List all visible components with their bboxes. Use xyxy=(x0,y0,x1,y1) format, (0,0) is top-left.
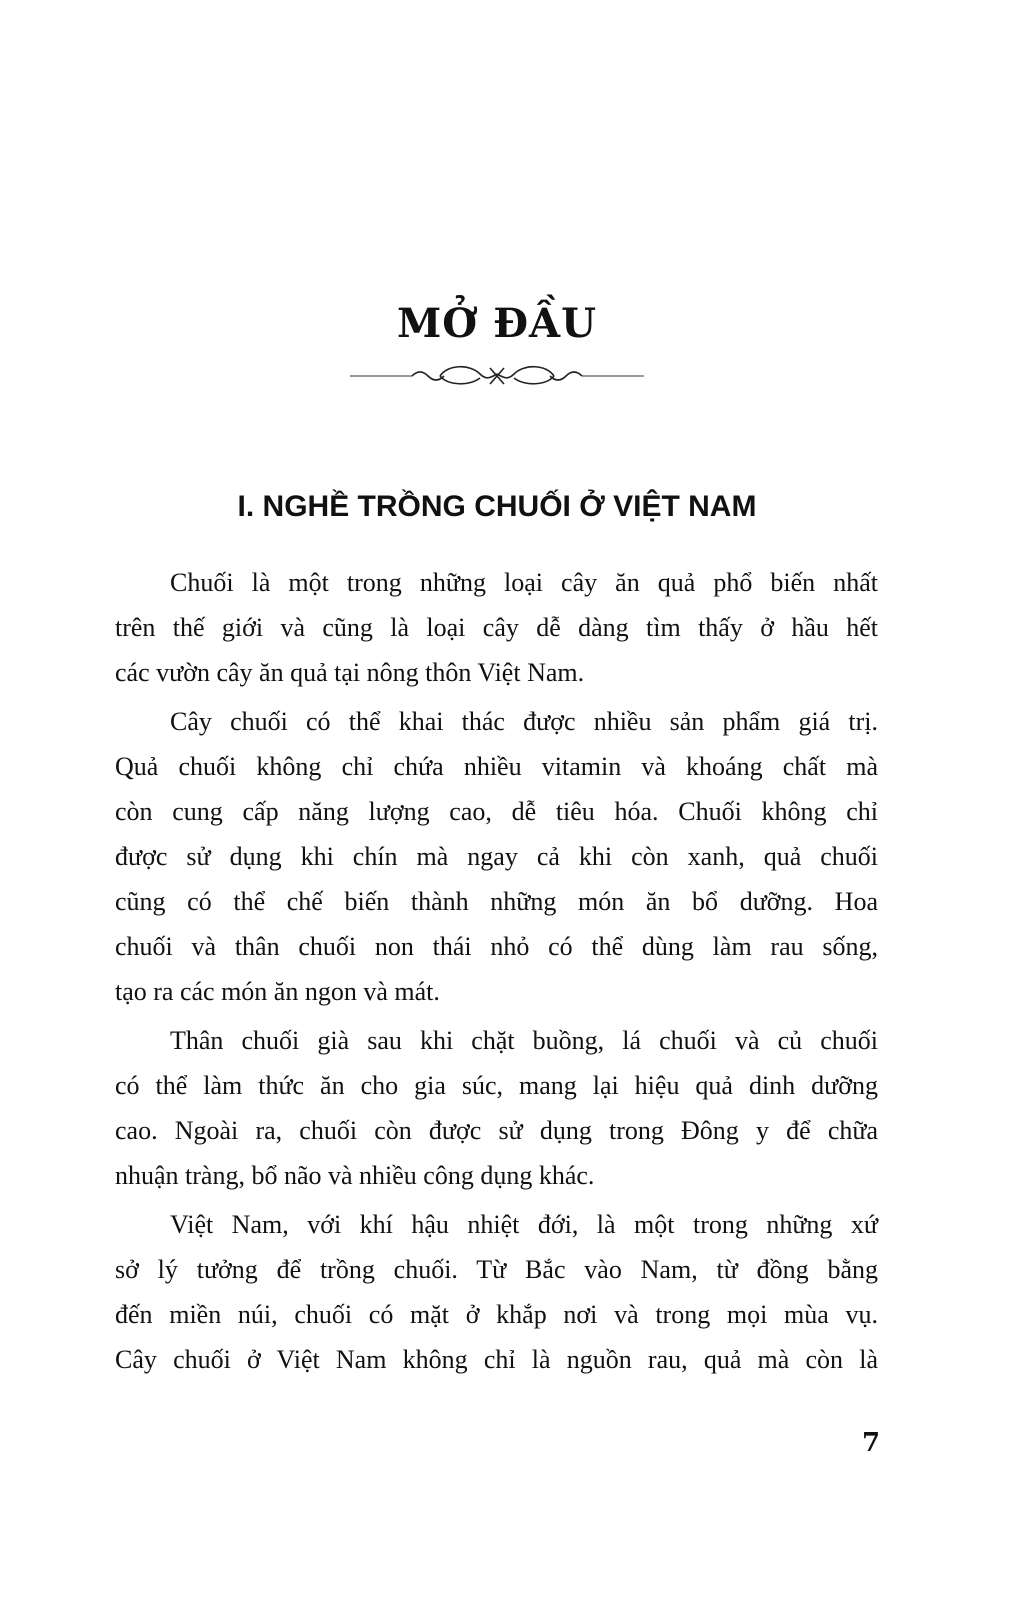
text-line: các vườn cây ăn quả tại nông thôn Việt Nam. xyxy=(115,658,585,687)
text-line: nhuận tràng, bổ não và nhiều công dụng khác. xyxy=(115,1161,595,1190)
section-heading: I. NGHỀ TRỒNG CHUỐI Ở VIỆT NAM xyxy=(237,490,757,523)
text-line: có thể làm thức ăn cho gia súc, mang lại hiệu quả dinh dưỡng xyxy=(115,1071,878,1100)
text-line: đến miền núi, chuối có mặt ở khắp nơi và trong mọi mùa vụ. xyxy=(115,1300,878,1329)
text-line: trên thế giới và cũng là loại cây dễ dàng tìm thấy ở hầu hết xyxy=(115,613,878,642)
text-line: tạo ra các món ăn ngon và mát. xyxy=(115,977,440,1006)
paragraph xyxy=(115,560,878,695)
text-line: sở lý tưởng để trồng chuối. Từ Bắc vào Nam, từ đồng bằng xyxy=(115,1255,878,1284)
text-line: Thân chuối già sau khi chặt buồng, lá chuối và củ chuối xyxy=(170,1026,878,1055)
text-line: cũng có thể chế biến thành những món ăn bổ dưỡng. Hoa xyxy=(115,887,878,916)
text-line: Cây chuối ở Việt Nam không chỉ là nguồn rau, quả mà còn là xyxy=(115,1345,878,1374)
text-line: chuối và thân chuối non thái nhỏ có thể dùng làm rau sống, xyxy=(115,932,878,961)
text-line: cao. Ngoài ra, chuối còn được sử dụng trong Đông y để chữa xyxy=(115,1116,878,1145)
text-line: Quả chuối không chỉ chứa nhiều vitamin và khoáng chất mà xyxy=(115,752,878,781)
paragraph xyxy=(115,699,878,1014)
page-number: 7 xyxy=(862,1428,881,1458)
body-text xyxy=(115,560,878,1386)
chapter-title: MỞ ĐẦU xyxy=(397,300,597,347)
flourish-divider-icon xyxy=(350,362,644,390)
paragraph xyxy=(115,1018,878,1198)
text-line: Cây chuối có thể khai thác được nhiều sản phẩm giá trị. xyxy=(170,707,878,736)
text-line: Chuối là một trong những loại cây ăn quả phổ biến nhất xyxy=(170,568,878,597)
text-line: còn cung cấp năng lượng cao, dễ tiêu hóa. Chuối không chỉ xyxy=(115,797,878,826)
text-line: được sử dụng khi chín mà ngay cả khi còn xanh, quả chuối xyxy=(115,842,878,871)
text-line: Việt Nam, với khí hậu nhiệt đới, là một trong những xứ xyxy=(170,1210,878,1239)
paragraph xyxy=(115,1202,878,1382)
